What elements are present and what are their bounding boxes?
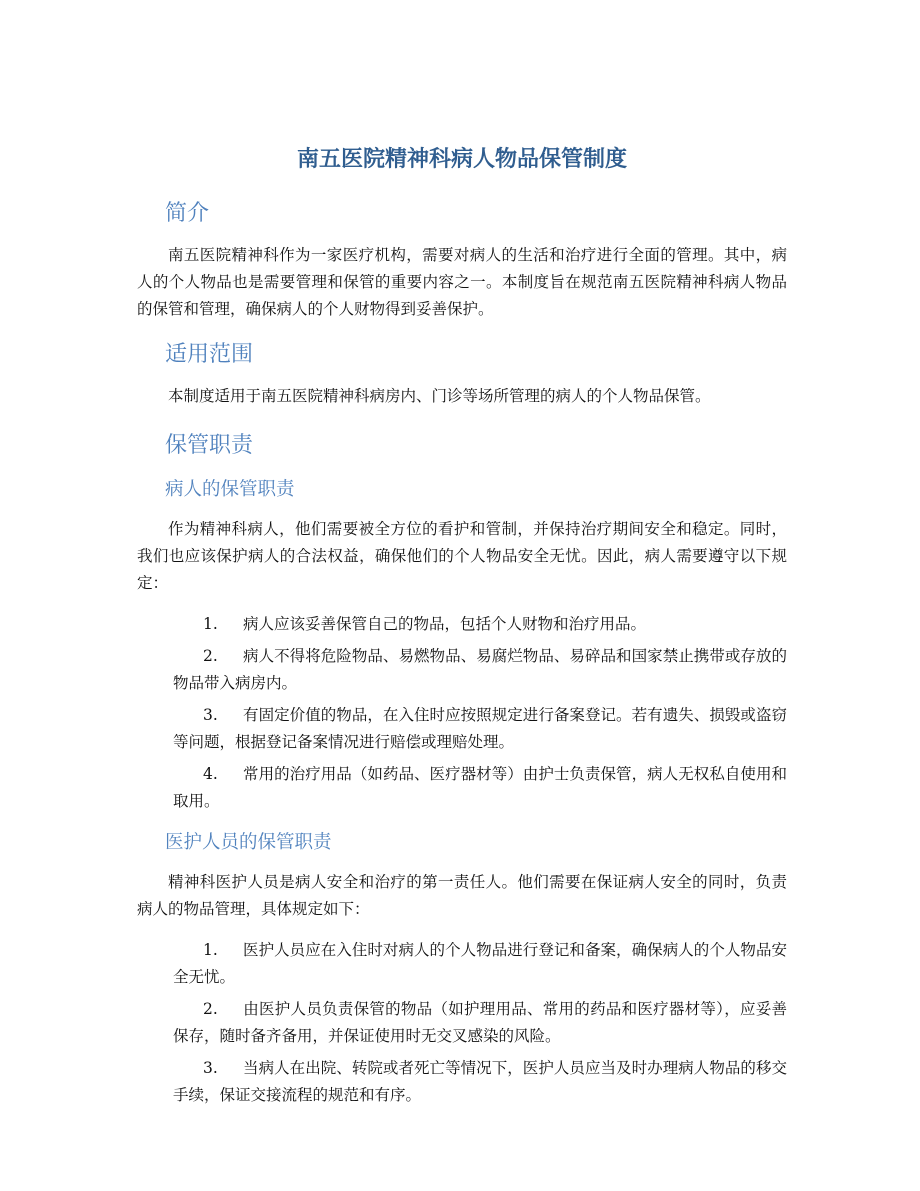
staff-duties-list — [173, 937, 787, 1109]
list-text: 由医护人员负责保管的物品（如护理用品、常用的药品和医疗器材等），应妥善保存，随时备齐备用，并保证使用时无交叉感染的风险。 — [173, 1000, 787, 1045]
patient-duties-list — [173, 611, 787, 815]
intro-paragraph: 南五医院精神科作为一家医疗机构，需要对病人的生活和治疗进行全面的管理。其中，病人的个人物品也是需要管理和保管的重要内容之一。本制度旨在规范南五医院精神科病人物品的保管和管理，确保病人的个人财物得到妥善保护。 — [137, 246, 787, 318]
list-item — [173, 996, 787, 1050]
section-heading-intro: 简介 — [165, 201, 210, 226]
list-item — [173, 761, 787, 815]
list-text: 常用的治疗用品（如药品、医疗器材等）由护士负责保管，病人无权私自使用和取用。 — [173, 765, 787, 810]
list-number: 2. — [203, 647, 218, 665]
document-title: 南五医院精神科病人物品保管制度 — [296, 147, 627, 172]
list-item — [173, 611, 787, 638]
list-text: 有固定价值的物品，在入住时应按照规定进行备案登记。若有遗失、损毁或盗窃等问题，根据登记备案情况进行赔偿或理赔处理。 — [173, 706, 787, 751]
subsection-heading-patient: 病人的保管职责 — [165, 479, 295, 500]
subsection-heading-staff: 医护人员的保管职责 — [165, 832, 332, 853]
list-text: 病人应该妥善保管自己的物品，包括个人财物和治疗用品。 — [243, 615, 647, 633]
document-page — [137, 140, 787, 1121]
list-number: 1. — [203, 941, 218, 959]
list-item — [173, 643, 787, 697]
list-number: 3. — [203, 706, 218, 724]
list-number: 2. — [203, 1000, 218, 1018]
list-text: 病人不得将危险物品、易燃物品、易腐烂物品、易碎品和国家禁止携带或存放的物品带入病房内。 — [173, 647, 787, 692]
list-item — [173, 1055, 787, 1109]
list-number: 3. — [203, 1059, 218, 1077]
list-item — [173, 702, 787, 756]
staff-duties-paragraph: 精神科医护人员是病人安全和治疗的第一责任人。他们需要在保证病人安全的同时，负责病人的物品管理，具体规定如下： — [137, 873, 787, 918]
list-text: 医护人员应在入住时对病人的个人物品进行登记和备案，确保病人的个人物品安全无忧。 — [173, 941, 787, 986]
list-item — [173, 937, 787, 991]
section-heading-duties: 保管职责 — [165, 433, 254, 458]
list-text: 当病人在出院、转院或者死亡等情况下，医护人员应当及时办理病人物品的移交手续，保证交接流程的规范和有序。 — [173, 1059, 787, 1104]
list-number: 1. — [203, 615, 218, 633]
section-heading-scope: 适用范围 — [165, 342, 254, 367]
list-number: 4. — [203, 765, 218, 783]
scope-paragraph: 本制度适用于南五医院精神科病房内、门诊等场所管理的病人的个人物品保管。 — [168, 387, 711, 405]
patient-duties-paragraph: 作为精神科病人，他们需要被全方位的看护和管制，并保持治疗期间安全和稳定。同时，我们也应该保护病人的合法权益，确保他们的个人物品安全无忧。因此，病人需要遵守以下规定： — [137, 520, 787, 592]
